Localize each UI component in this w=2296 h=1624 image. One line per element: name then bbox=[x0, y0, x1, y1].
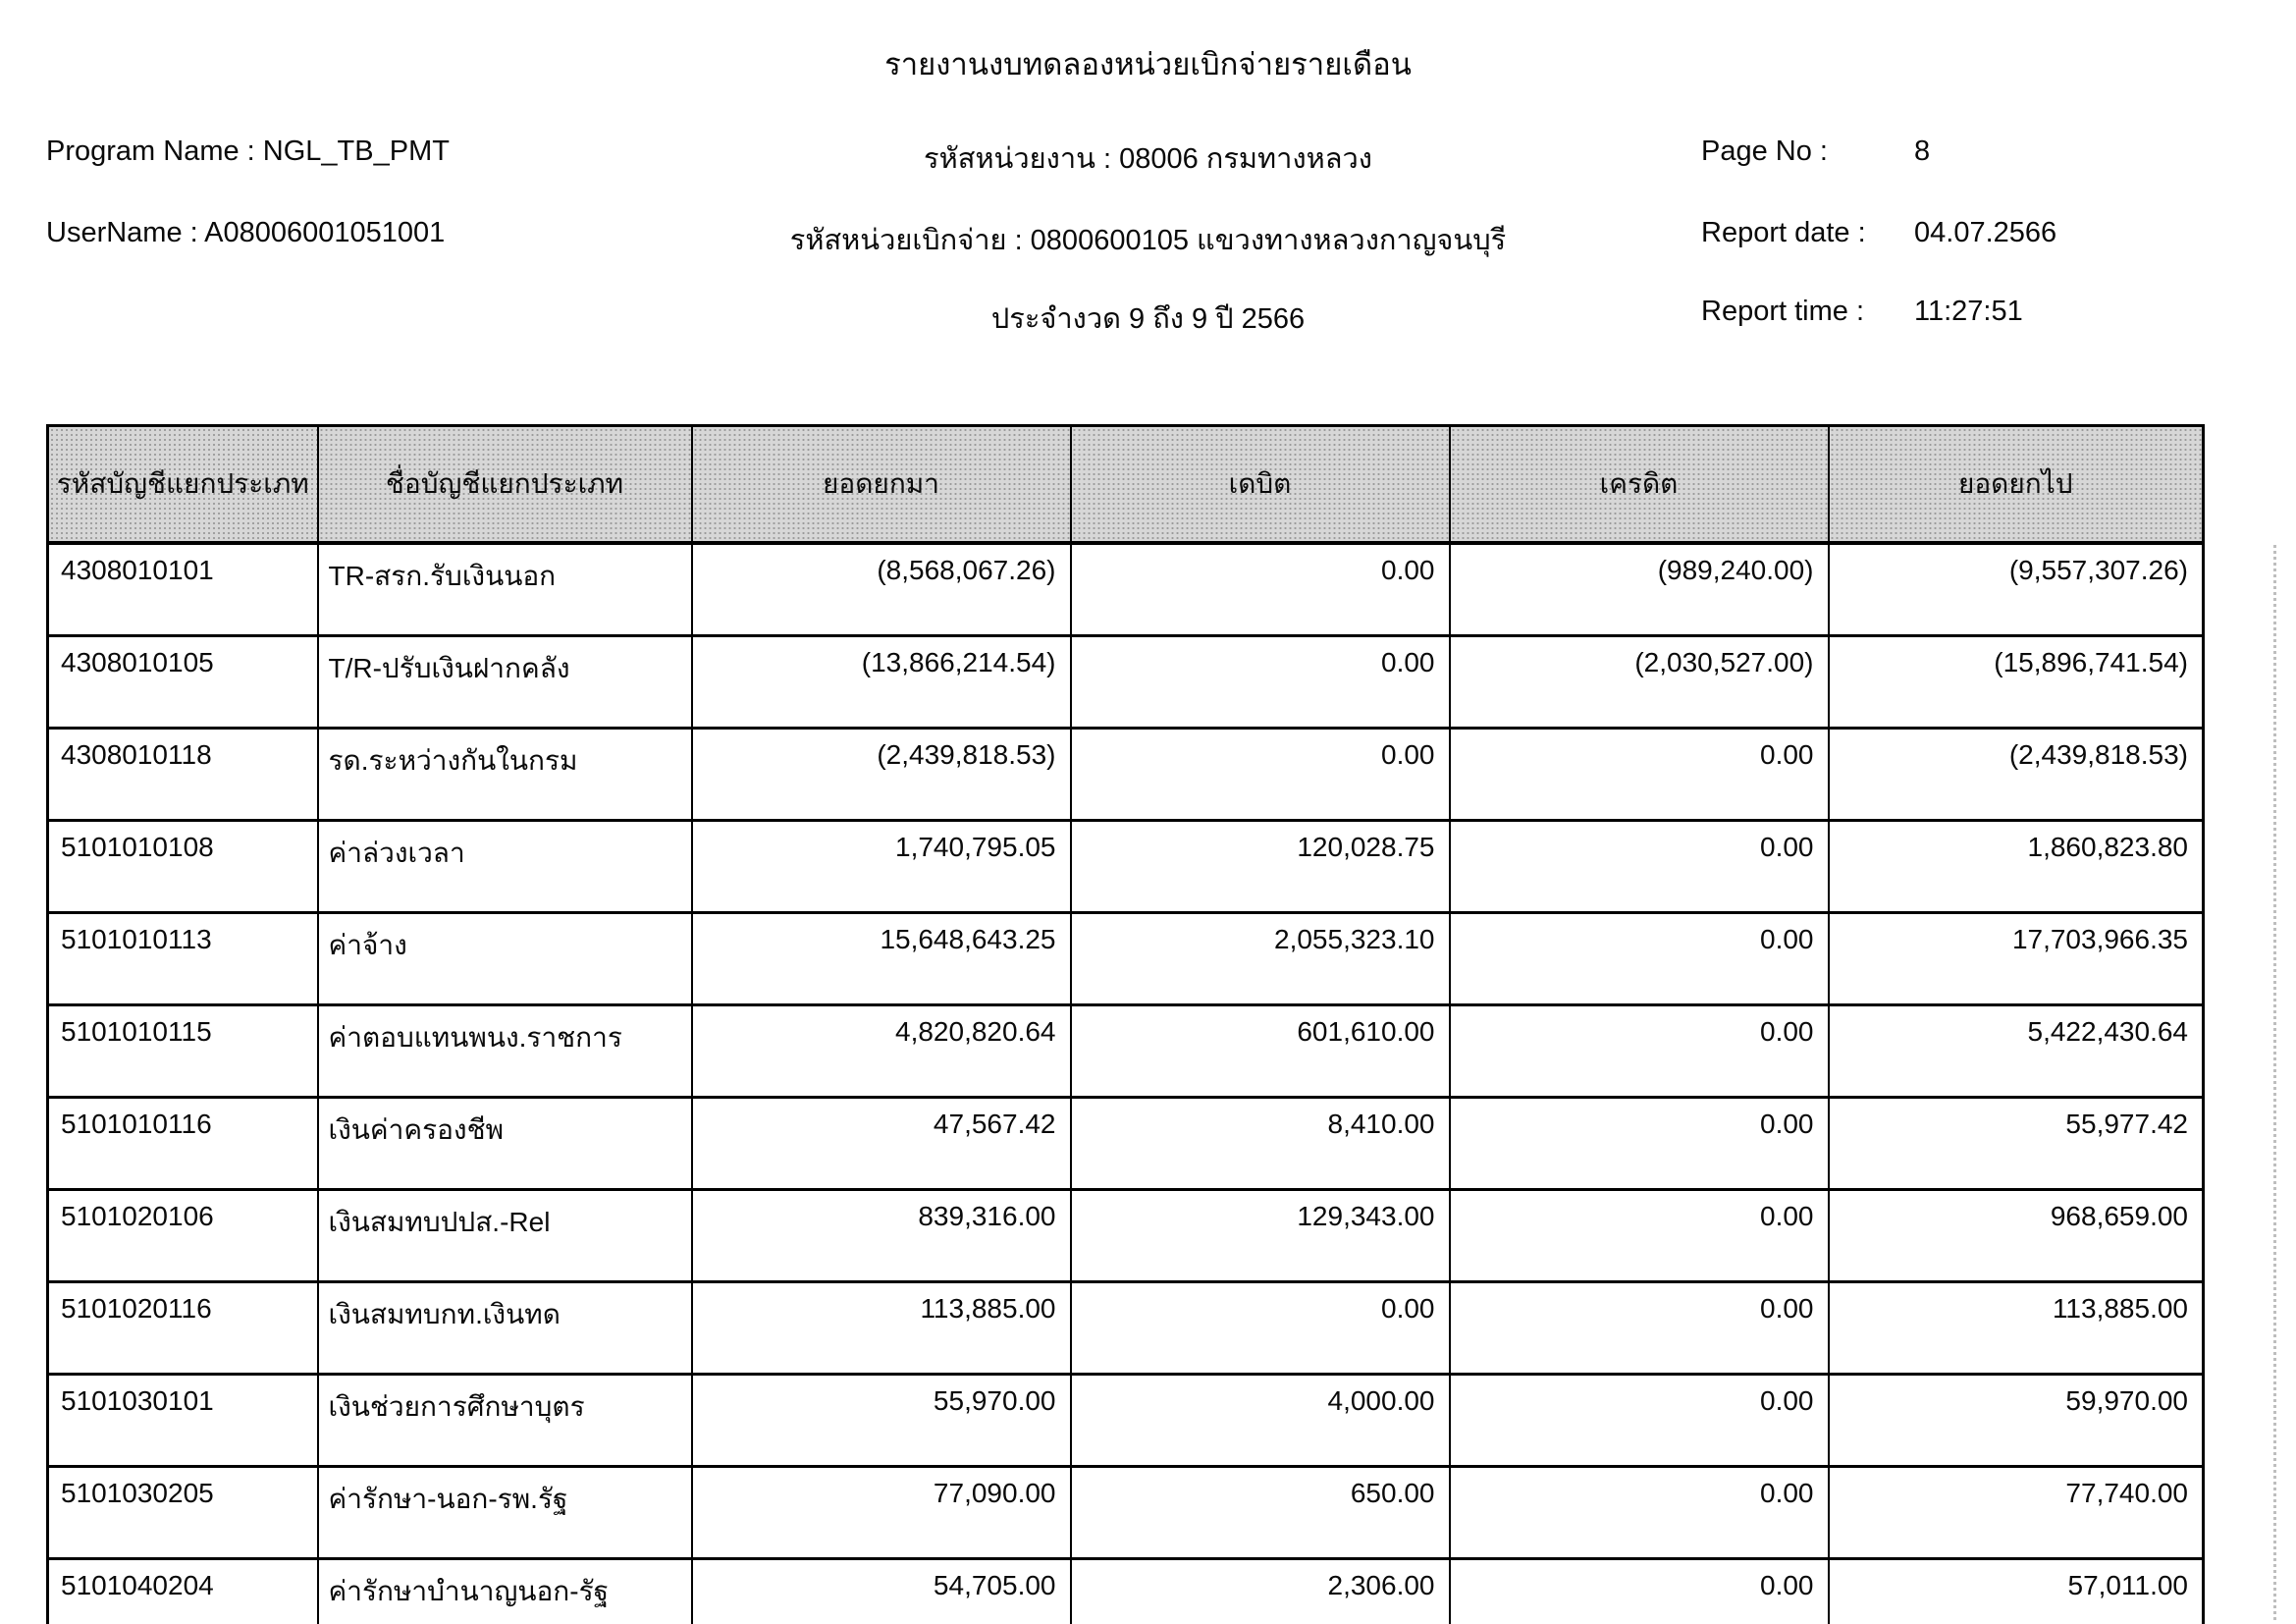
account-name-cell: ค่าล่วงเวลา bbox=[318, 821, 692, 913]
table-header-row bbox=[48, 426, 2204, 544]
col-header-credit: เครดิต bbox=[1450, 426, 1829, 544]
account-code-cell: 5101030101 bbox=[48, 1375, 318, 1467]
opening-balance-cell: 4,820,820.64 bbox=[692, 1005, 1071, 1098]
debit-cell: 601,610.00 bbox=[1071, 1005, 1450, 1098]
opening-balance-cell: 839,316.00 bbox=[692, 1190, 1071, 1282]
credit-cell: 0.00 bbox=[1450, 1282, 1829, 1375]
col-header-closing: ยอดยกไป bbox=[1829, 426, 2204, 544]
debit-cell: 2,055,323.10 bbox=[1071, 913, 1450, 1005]
account-code-cell: 5101020116 bbox=[48, 1282, 318, 1375]
debit-cell: 4,000.00 bbox=[1071, 1375, 1450, 1467]
disbursement-unit-line: รหัสหน่วยเบิกจ่าย : 0800600105 แขวงทางหลวงกาญจนบุรี bbox=[789, 225, 1507, 256]
closing-balance-cell: 77,740.00 bbox=[1829, 1467, 2204, 1559]
trial-balance-table bbox=[46, 424, 2205, 1624]
debit-cell: 8,410.00 bbox=[1071, 1098, 1450, 1190]
debit-cell: 0.00 bbox=[1071, 1282, 1450, 1375]
closing-balance-cell: 55,977.42 bbox=[1829, 1098, 2204, 1190]
closing-balance-cell: 59,970.00 bbox=[1829, 1375, 2204, 1467]
closing-balance-cell: 17,703,966.35 bbox=[1829, 913, 2204, 1005]
opening-balance-cell: 77,090.00 bbox=[692, 1467, 1071, 1559]
account-code-cell: 4308010101 bbox=[48, 543, 318, 636]
report-date-label: Report date : bbox=[1701, 217, 1866, 248]
closing-balance-cell: 5,422,430.64 bbox=[1829, 1005, 2204, 1098]
table-row bbox=[48, 543, 2204, 636]
table-row bbox=[48, 1375, 2204, 1467]
closing-balance-cell: 113,885.00 bbox=[1829, 1282, 2204, 1375]
report-time-label: Report time : bbox=[1701, 296, 1864, 327]
credit-cell: 0.00 bbox=[1450, 729, 1829, 821]
opening-balance-cell: 55,970.00 bbox=[692, 1375, 1071, 1467]
account-code-cell: 5101010108 bbox=[48, 821, 318, 913]
account-name-cell: เงินช่วยการศึกษาบุตร bbox=[318, 1375, 692, 1467]
username-line: UserName : A08006001051001 bbox=[46, 217, 446, 248]
table-row bbox=[48, 821, 2204, 913]
debit-cell: 650.00 bbox=[1071, 1467, 1450, 1559]
col-header-debit: เดบิต bbox=[1071, 426, 1450, 544]
table-row bbox=[48, 1559, 2204, 1624]
account-code-cell: 5101010116 bbox=[48, 1098, 318, 1190]
account-name-cell: T/R-ปรับเงินฝากคลัง bbox=[318, 636, 692, 729]
account-name-cell: ค่ารักษาบำนาญนอก-รัฐ bbox=[318, 1559, 692, 1624]
report-time-value: 11:27:51 bbox=[1914, 296, 2023, 327]
credit-cell: (989,240.00) bbox=[1450, 543, 1829, 636]
agency-line: รหัสหน่วยงาน : 08006 กรมทางหลวง bbox=[924, 143, 1372, 175]
col-header-account-name: ชื่อบัญชีแยกประเภท bbox=[318, 426, 692, 544]
account-code-cell: 5101020106 bbox=[48, 1190, 318, 1282]
credit-cell: 0.00 bbox=[1450, 1467, 1829, 1559]
opening-balance-cell: (2,439,818.53) bbox=[692, 729, 1071, 821]
account-name-cell: เงินสมทบกท.เงินทด bbox=[318, 1282, 692, 1375]
credit-cell: 0.00 bbox=[1450, 1005, 1829, 1098]
table-row bbox=[48, 913, 2204, 1005]
period-line: ประจำงวด 9 ถึง 9 ปี 2566 bbox=[990, 303, 1306, 335]
account-code-cell: 5101010113 bbox=[48, 913, 318, 1005]
page-no-value: 8 bbox=[1914, 135, 1931, 167]
table-row bbox=[48, 1005, 2204, 1098]
closing-balance-cell: 1,860,823.80 bbox=[1829, 821, 2204, 913]
debit-cell: 120,028.75 bbox=[1071, 821, 1450, 913]
account-name-cell: เงินค่าครองชีพ bbox=[318, 1098, 692, 1190]
opening-balance-cell: 113,885.00 bbox=[692, 1282, 1071, 1375]
page-no-label: Page No : bbox=[1701, 135, 1828, 167]
table-row bbox=[48, 1098, 2204, 1190]
debit-cell: 2,306.00 bbox=[1071, 1559, 1450, 1624]
table-row bbox=[48, 636, 2204, 729]
opening-balance-cell: 1,740,795.05 bbox=[692, 821, 1071, 913]
closing-balance-cell: (15,896,741.54) bbox=[1829, 636, 2204, 729]
debit-cell: 0.00 bbox=[1071, 543, 1450, 636]
opening-balance-cell: 54,705.00 bbox=[692, 1559, 1071, 1624]
account-name-cell: TR-สรก.รับเงินนอก bbox=[318, 543, 692, 636]
col-header-account-code: รหัสบัญชีแยกประเภท bbox=[48, 426, 318, 544]
account-code-cell: 4308010105 bbox=[48, 636, 318, 729]
report-title: รายงานงบทดลองหน่วยเบิกจ่ายรายเดือน bbox=[884, 47, 1412, 81]
program-name-line: Program Name : NGL_TB_PMT bbox=[46, 135, 450, 167]
account-name-cell: ค่ารักษา-นอก-รพ.รัฐ bbox=[318, 1467, 692, 1559]
opening-balance-cell: 47,567.42 bbox=[692, 1098, 1071, 1190]
account-code-cell: 4308010118 bbox=[48, 729, 318, 821]
table-row bbox=[48, 1282, 2204, 1375]
credit-cell: 0.00 bbox=[1450, 821, 1829, 913]
credit-cell: 0.00 bbox=[1450, 1559, 1829, 1624]
opening-balance-cell: (8,568,067.26) bbox=[692, 543, 1071, 636]
credit-cell: 0.00 bbox=[1450, 1375, 1829, 1467]
closing-balance-cell: 57,011.00 bbox=[1829, 1559, 2204, 1624]
debit-cell: 0.00 bbox=[1071, 636, 1450, 729]
table-row bbox=[48, 1190, 2204, 1282]
account-code-cell: 5101040204 bbox=[48, 1559, 318, 1624]
closing-balance-cell: (9,557,307.26) bbox=[1829, 543, 2204, 636]
credit-cell: 0.00 bbox=[1450, 1190, 1829, 1282]
credit-cell: 0.00 bbox=[1450, 1098, 1829, 1190]
table-row bbox=[48, 1467, 2204, 1559]
account-name-cell: ค่าตอบแทนพนง.ราชการ bbox=[318, 1005, 692, 1098]
account-name-cell: เงินสมทบปปส.-Rel bbox=[318, 1190, 692, 1282]
account-code-cell: 5101010115 bbox=[48, 1005, 318, 1098]
closing-balance-cell: (2,439,818.53) bbox=[1829, 729, 2204, 821]
report-date-value: 04.07.2566 bbox=[1914, 217, 2057, 248]
col-header-opening: ยอดยกมา bbox=[692, 426, 1071, 544]
debit-cell: 129,343.00 bbox=[1071, 1190, 1450, 1282]
opening-balance-cell: 15,648,643.25 bbox=[692, 913, 1071, 1005]
credit-cell: (2,030,527.00) bbox=[1450, 636, 1829, 729]
table-row bbox=[48, 729, 2204, 821]
closing-balance-cell: 968,659.00 bbox=[1829, 1190, 2204, 1282]
account-name-cell: รด.ระหว่างกันในกรม bbox=[318, 729, 692, 821]
account-code-cell: 5101030205 bbox=[48, 1467, 318, 1559]
opening-balance-cell: (13,866,214.54) bbox=[692, 636, 1071, 729]
debit-cell: 0.00 bbox=[1071, 729, 1450, 821]
account-name-cell: ค่าจ้าง bbox=[318, 913, 692, 1005]
credit-cell: 0.00 bbox=[1450, 913, 1829, 1005]
scan-artifact-line bbox=[2273, 545, 2276, 1620]
